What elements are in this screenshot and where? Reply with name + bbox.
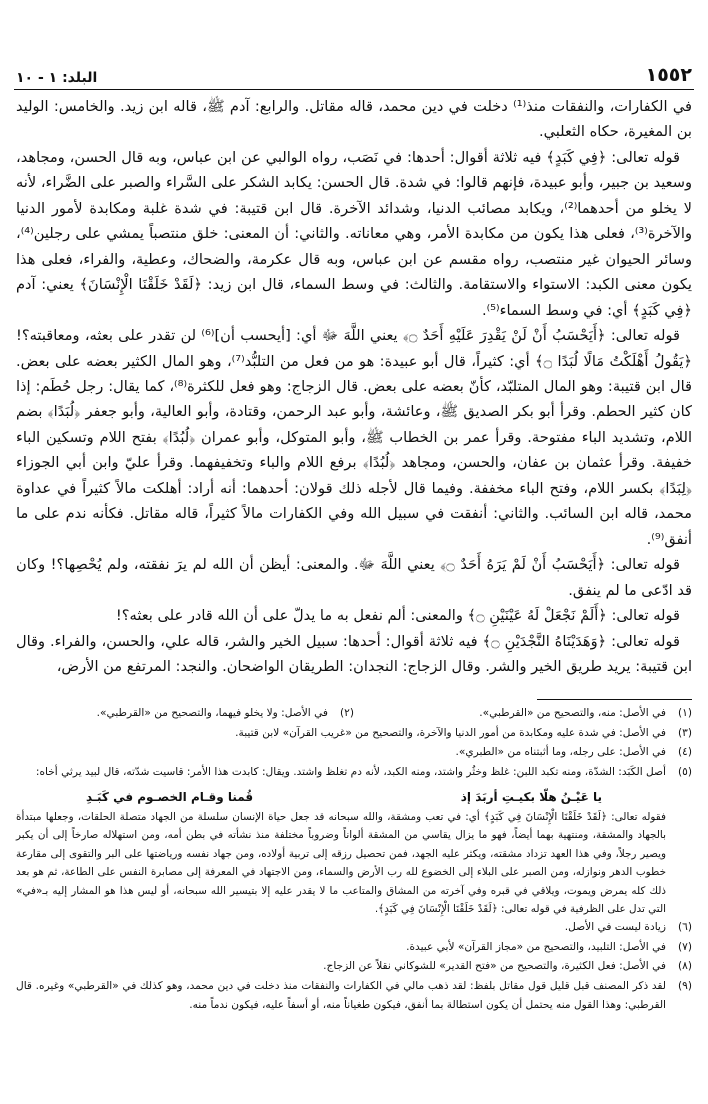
- footnote-row: [16, 704, 692, 724]
- verse-first-hemistich: يا عَيْـنُ هلّا بكيـتِ أربَدَ إذ: [460, 790, 602, 804]
- paragraph: قوله تعالى: ﴿فِي كَبَدٍ﴾ فيه ثلاثة أقوال: أحدها: في نَصَب، رواه الوالبي عن ابن عباس، وبه قال الحسن، ومجاهد، وسعيد بن جبير، وأبو عبيدة، فإنهم قالوا: في شدة. قال الحسن: يكابد الشكر على السَّراء والصبر على الضَّراء، لأنه لا يخلو من أحدهما⁽²⁾، ويكابد مصائب الدنيا، وشدائد الآخرة. قال ابن قتيبة: في شدة غلبة ومكابدة لأمور الدنيا والآخرة⁽³⁾، فعلى هذا يكون من مكابدة الأمر، وهي معاناته. والثاني: أن المعنى: خلق منتصباً يمشي على رجلين⁽⁴⁾، وسائر الحيوان غير منتصب، رواه مقسم عن ابن عباس، وبه قال عكرمة، والضحاك، وعطية، والفراء، فعلى هذا يكون معنى الكبد: الاستواء والاستقامة. والثالث: في وسط السماء، قال ابن زيد: ﴿لَقَدْ خَلَقْنَا الْإِنْسَانَ﴾ يعني: آدم ﴿فِي كَبَدٍ﴾ أي: في وسط السماء⁽⁵⁾.: [15, 148, 692, 319]
- poetry-verse: [16, 782, 692, 808]
- footnote: [16, 918, 692, 938]
- footnote-number: (٩): [678, 979, 692, 992]
- footnote: [16, 743, 692, 763]
- footnote-number: (٣): [678, 726, 692, 739]
- footnote-separator: [537, 699, 692, 700]
- paragraph: قوله تعالى: ﴿أَيَحْسَبُ أَنْ لَنْ يَقْدِرَ عَلَيْهِ أَحَدٌ ۝﴾ يعني اللَّهَ ﷻ أي: [أيحسب أن]⁽⁶⁾ لن تقدر على بعثه، ومعاقبته؟! ﴿يَقُولُ أَهْلَكْتُ مَالًا لُبَدًا ۝﴾ أي: كثيراً، قال أبو عبيدة: هو من فعل من التلبُّد⁽⁷⁾، وهو المال الكثير بعضه على بعض. قال ابن قتيبة: وهو المال المتلبّد، كأنّ بعضه على بعض. قال الزجاج: وهو فعل للكثرة⁽⁸⁾، كما يقال: رجل حُطَم: إذا كان كثير الحطم. وقرأ أبو بكر الصديق ﷺ، وعائشة، وأبو عبد الرحمن، وقتادة، وأبو العالية، وأبو جعفر ﴿لُبَدًا﴾ بضم اللام، وتشديد الباء مفتوحة. وقرأ عمر بن الخطاب ﷺ، وأبو المتوكل، وأبو عمران ﴿لُبُدًا﴾ بفتح اللام وتسكين الباء خفيفة. وقرأ عثمان بن عفان، والحسن، ومجاهد ﴿لُبُدًا﴾ برفع اللام والباء وتخفيفهما. وقرأ عليّ وابن أبي الجوزاء ﴿لِبَدًا﴾ بكسر اللام، وفتح الباء مخففة. وفيما قال لأجله ذلك قولان: أحدهما: أنه أراد: أهلكت مالاً كثيراً في عداوة محمد، قاله ابن السائب. والثاني: أنفقت في سبيل الله وفي الكفارات مالاً كثيراً، قاله مقاتل. فكأنه ندم على ما أنفق⁽⁹⁾.: [16, 327, 693, 548]
- footnote-number: (٤): [678, 746, 692, 758]
- footnote-text: زيادة ليست في الأصل.: [564, 921, 666, 934]
- footnote: [354, 704, 692, 724]
- footnote-number: (١): [678, 707, 692, 719]
- footnote-number: (٢): [340, 707, 354, 719]
- footnote-text: في الأصل: ولا يخلو فيهما، والتصحيح من «القرطبي».: [96, 707, 328, 719]
- paragraph: قوله تعالى: ﴿أَلَمْ نَجْعَلْ لَهُ عَيْنَيْنِ ۝﴾ والمعنى: ألم نفعل به ما يدلّ على أن الله قادر على بعثه؟!: [115, 607, 680, 625]
- footnote: [16, 957, 692, 977]
- main-text: [16, 94, 692, 679]
- footnote-number: (٨): [678, 960, 692, 973]
- footnote-number: (٦): [678, 921, 692, 934]
- header-rule: [14, 89, 694, 90]
- page-header: [16, 56, 692, 86]
- paragraph: في الكفارات، والنفقات منذ⁽¹⁾ دخلت في دين محمد، قاله مقاتل. والرابع: آدم ﷺ، قاله ابن زيد. والخامس: الوليد بن المغيرة، حكاه الثعلبي.: [16, 98, 692, 141]
- footnote-text: في الأصل: على رجله، وما أثبتناه من «الطبري».: [455, 746, 666, 758]
- footnote-number: (٧): [678, 940, 692, 953]
- footnote-text: لقد ذكر المصنف قبل قليل قول مقاتل بلفظ: لقد ذهب مالي في الكفارات والنفقات منذ دخلت في دين محمد، وهو كذلك في «القرطبي» وغيره. قال القرطبي: وهذا القول منه يحتمل أن يكون استطالة بما أنفق، فيكون طغياناً منه، أو أسفاً عليه، فيكون ندماً منه.: [16, 979, 666, 1012]
- footnotes: [16, 704, 692, 1016]
- verse-second-hemistich: قُمنا وقـام الخصـوم في كَبَـدِ: [86, 790, 254, 804]
- footnote-commentary: فقوله تعالى: ﴿لَقَدْ خَلَقْنَا الْإِنْسَانَ فِي كَبَدٍ﴾ أي: في تعب ومشقة، والله سبحانه قد جعل حياة الإنسان سلسلة من الجهاد متصلة الحلقات، وجعلها مبتدأة بالجهاد والمشقة، ومنتهية بهما أيضاً، فهو ما يزال يقاسي من المشقة ألواناً وضروباً مختلفة منذ نشأته في بطن أمه، ومن استهلاله صارخاً إلى أن يكبر ويصير رجلاً، وفي هذا العهد تزداد مشقته، ويكثر عليه الجهد، فمن تحصيل رزقه إلى تربية أولاده، ومن جهاد نفسه ورياضتها على البر والتقوى إلى مقارعة خطوب الدهر ونوازله، ومن الصبر على البلاء إلى الخضوع لله رب الأرض والسماء، ومن الاجتهاد في المعرفة إلى مصابرة النفس على الطاعة، ثم هو بعد ذلك كله يمرض ويموت، ويلاقي في قبره وفي آخرته من المشاق والمتاعب ما لا يقدر عليه إلا بتيسير الله سبحانه، أو ليس هذا هو المشار إليه بـ«في» التي تدل على الظرفية في قوله تعالى: ﴿لَقَدْ خَلَقْنَا الْإِنْسَانَ فِي كَبَدٍ﴾.: [16, 811, 666, 916]
- footnote-text: في الأصل: في شدة عليه ومكابدة من أمور الدنيا والآخرة، والتصحيح من «غريب القرآن» لابن قتيبة.: [235, 726, 666, 739]
- running-title: البلد: ١ - ١٠: [16, 70, 98, 86]
- footnote-number: (٥): [678, 765, 692, 778]
- paragraph: قوله تعالى: ﴿وَهَدَيْنَاهُ النَّجْدَيْنِ ۝﴾ فيه ثلاثة أقوال: أحدها: سبيل الخير والشر، قاله علي، والحسن، والفراء. وقال ابن قتيبة: يريد طريق الخير والشر. وقال الزجاج: النجدان: الطريقان الواضحان. والنجد: المرتفع من الأرض،: [16, 632, 692, 675]
- footnote-text: في الأصل: منه، والتصحيح من «القرطبي».: [479, 707, 666, 719]
- footnote-text: في الأصل: فعل الكثيرة، والتصحيح من «فتح القدير» للشوكاني نقلاً عن الزجاج.: [323, 960, 666, 973]
- footnote: [16, 763, 692, 783]
- footnote-text: أصل الكَبَد: الشدّة، ومنه تكبد اللبن: غلظ وخثُر واشتد، ومنه الكبد، لأنه دم تغلظ واشتد. ويقال: كابدت هذا الأمر: قاسيت شدّته، قال لبيد يرثي أخاه:: [35, 765, 666, 778]
- footnote: [16, 977, 692, 1016]
- footnote: [16, 704, 354, 724]
- footnote-text: في الأصل: التلبيد، والتصحيح من «مجاز القرآن» لأبي عبيدة.: [406, 940, 666, 953]
- footnote: [16, 724, 692, 744]
- paragraph: قوله تعالى: ﴿أَيَحْسَبُ أَنْ لَمْ يَرَهُ أَحَدٌ ۝﴾ يعني اللَّهَ ﷻ. والمعنى: أيظن أن الله لم يرَ نفقته، ولم يُحْصِها؟! وكان قد ادّعى ما لم ينفق.: [16, 556, 692, 599]
- page-number: ١٥٥٢: [645, 64, 692, 86]
- footnote: [16, 938, 692, 958]
